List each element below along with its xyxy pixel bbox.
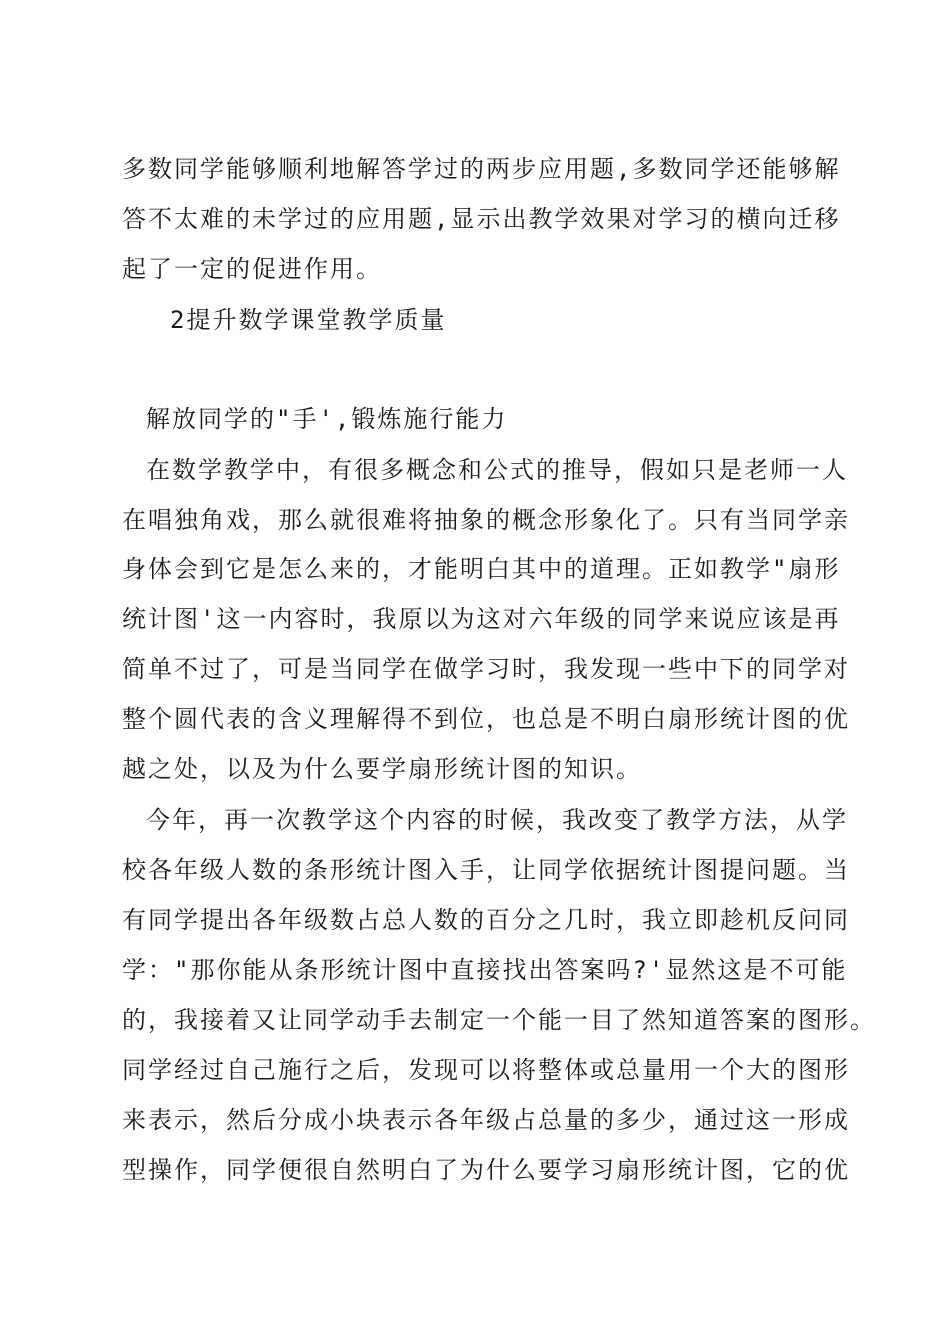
paragraph-2-line-1: 在数学教学中，有很多概念和公式的推导，假如只是老师一人: [146, 456, 848, 484]
paragraph-1-line-3: 起了一定的促进作用。: [122, 255, 382, 283]
paragraph-1-line-2: 答不太难的未学过的应用题,显示出教学效果对学习的横向迁移: [122, 205, 841, 233]
paragraph-2-line-6: 整个圆代表的含义理解得不到位，也总是不明白扇形统计图的优: [122, 705, 850, 733]
paragraph-3-line-4: 学："那你能从条形统计图中直接找出答案吗?'显然这是不可能: [122, 956, 848, 984]
paragraph-3-line-2: 校各年级人数的条形统计图入手，让同学依据统计图提问题。当: [122, 856, 850, 884]
paragraph-3-line-8: 型操作，同学便很自然明白了为什么要学习扇形统计图，它的优: [122, 1156, 850, 1184]
paragraph-2-line-2: 在唱独角戏，那么就很难将抽象的概念形象化了。只有当同学亲: [122, 506, 850, 534]
section-heading: 2提升数学课堂教学质量: [170, 306, 447, 334]
paragraph-2-line-4: 统计图'这一内容时，我原以为这对六年级的同学来说应该是再: [122, 605, 841, 633]
paragraph-3-line-1: 今年，再一次教学这个内容的时候，我改变了教学方法，从学: [146, 806, 848, 834]
paragraph-3-line-6: 同学经过自己施行之后，发现可以将整体或总量用一个大的图形: [122, 1056, 850, 1084]
paragraph-2-line-7: 越之处，以及为什么要学扇形统计图的知识。: [122, 755, 642, 783]
paragraph-1-line-1: 多数同学能够顺利地解答学过的两步应用题,多数同学还能够解: [122, 155, 841, 183]
paragraph-3-line-7: 来表示，然后分成小块表示各年级占总量的多少，通过这一形成: [122, 1106, 850, 1134]
paragraph-3-line-5: 的，我接着又让同学动手去制定一个能一目了然知道答案的图形。: [122, 1006, 876, 1034]
paragraph-2-line-3: 身体会到它是怎么来的，才能明白其中的道理。正如教学"扇形: [122, 555, 841, 583]
paragraph-3-line-3: 有同学提出各年级数占总人数的百分之几时，我立即趁机反问同: [122, 906, 850, 934]
paragraph-2-line-5: 简单不过了，可是当同学在做学习时，我发现一些中下的同学对: [122, 655, 850, 683]
section-subheading: 解放同学的"手',锻炼施行能力: [146, 405, 508, 433]
